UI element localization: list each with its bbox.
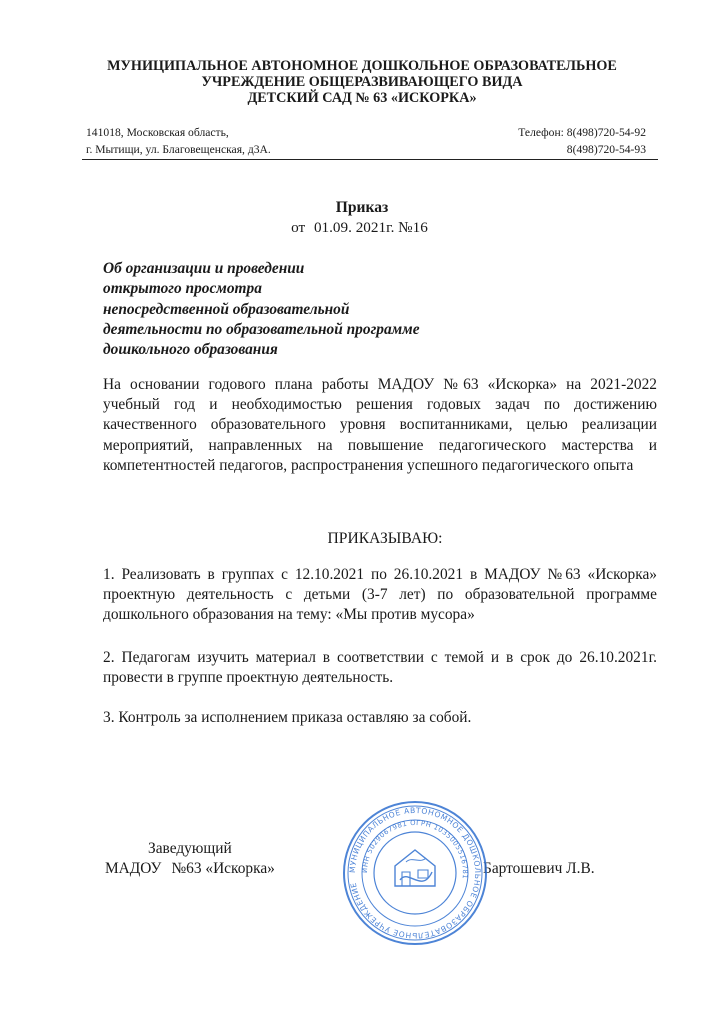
order-date-prefix: от	[291, 219, 306, 236]
address	[86, 124, 271, 158]
signatory-position: Заведующий	[148, 840, 232, 857]
header-divider	[82, 159, 658, 160]
signatory-name: Бартошевич Л.В.	[483, 860, 595, 877]
order-item-1: 1. Реализовать в группах с 12.10.2021 по 26.10.2021 в МАДОУ №63 «Искорка» проектную деятельность с детьми (3-7 лет) по образовательной программе дошкольного образования на тему: «Мы против мусора»	[103, 566, 657, 624]
header-line-1: МУНИЦИПАЛЬНОЕ АВТОНОМНОЕ ДОШКОЛЬНОЕ ОБРАЗОВАТЕЛЬНОЕ	[107, 58, 617, 74]
order-date	[0, 219, 724, 237]
phone-line-1: Телефон: 8(498)720-54-92	[518, 126, 646, 139]
signatory-org-number: №63 «Искорка»	[171, 860, 275, 877]
order-subject	[103, 259, 420, 360]
phone-line-2: 8(498)720-54-93	[566, 143, 646, 156]
command-heading: ПРИКАЗЫВАЮ:	[327, 530, 443, 547]
phones	[518, 124, 646, 158]
institution-header	[0, 58, 724, 106]
subject-line: непосредственной образовательной	[103, 300, 350, 318]
stamp-outer-text: МУНИЦИПАЛЬНОЕ АВТОНОМНОЕ ДОШКОЛЬНОЕ ОБРАЗОВАТЕЛЬНОЕ УЧРЕЖДЕНИЕ	[347, 805, 483, 941]
official-stamp-icon	[340, 798, 490, 948]
header-line-3: ДЕТСКИЙ САД № 63 «ИСКОРКА»	[247, 90, 477, 106]
order-title: Приказ	[335, 199, 389, 216]
subject-line: открытого просмотра	[103, 280, 262, 298]
order-item-2: 2. Педагогам изучить материал в соответствии с темой и в срок до 26.10.2021г. провести в группе проектную деятельность.	[103, 649, 657, 687]
address-line-2: г. Мытищи, ул. Благовещенская, д3А.	[86, 143, 271, 156]
order-item-3: 3. Контроль за исполнением приказа оставляю за собой.	[103, 709, 472, 726]
basis-paragraph: На основании годового плана работы МАДОУ №63 «Искорка» на 2021-2022 учебный год и необходимостью решения годовых задач по достижению качественного образовательного уровня воспитанниками, целью реализации мероприятий, направленных на повышение педагогического мастерства и компетентностей педагогов, распространения успешного педагогического опыта	[103, 376, 657, 474]
subject-line: Об организации и проведении	[103, 260, 305, 277]
address-line-1: 141018, Московская область,	[86, 126, 229, 139]
signatory-org-name: МАДОУ	[105, 860, 162, 877]
subject-line: деятельности по образовательной программе	[103, 320, 420, 338]
subject-line: дошкольного образования	[103, 341, 278, 359]
stamp-inner-text: ИНН 5029067981 ОГРН 1035005516781	[360, 818, 470, 880]
signatory-org	[105, 860, 275, 878]
order-date-value: 01.09. 2021г. №16	[313, 219, 428, 236]
header-line-2: УЧРЕЖДЕНИЕ ОБЩЕРАЗВИВАЮЩЕГО ВИДА	[201, 74, 523, 90]
